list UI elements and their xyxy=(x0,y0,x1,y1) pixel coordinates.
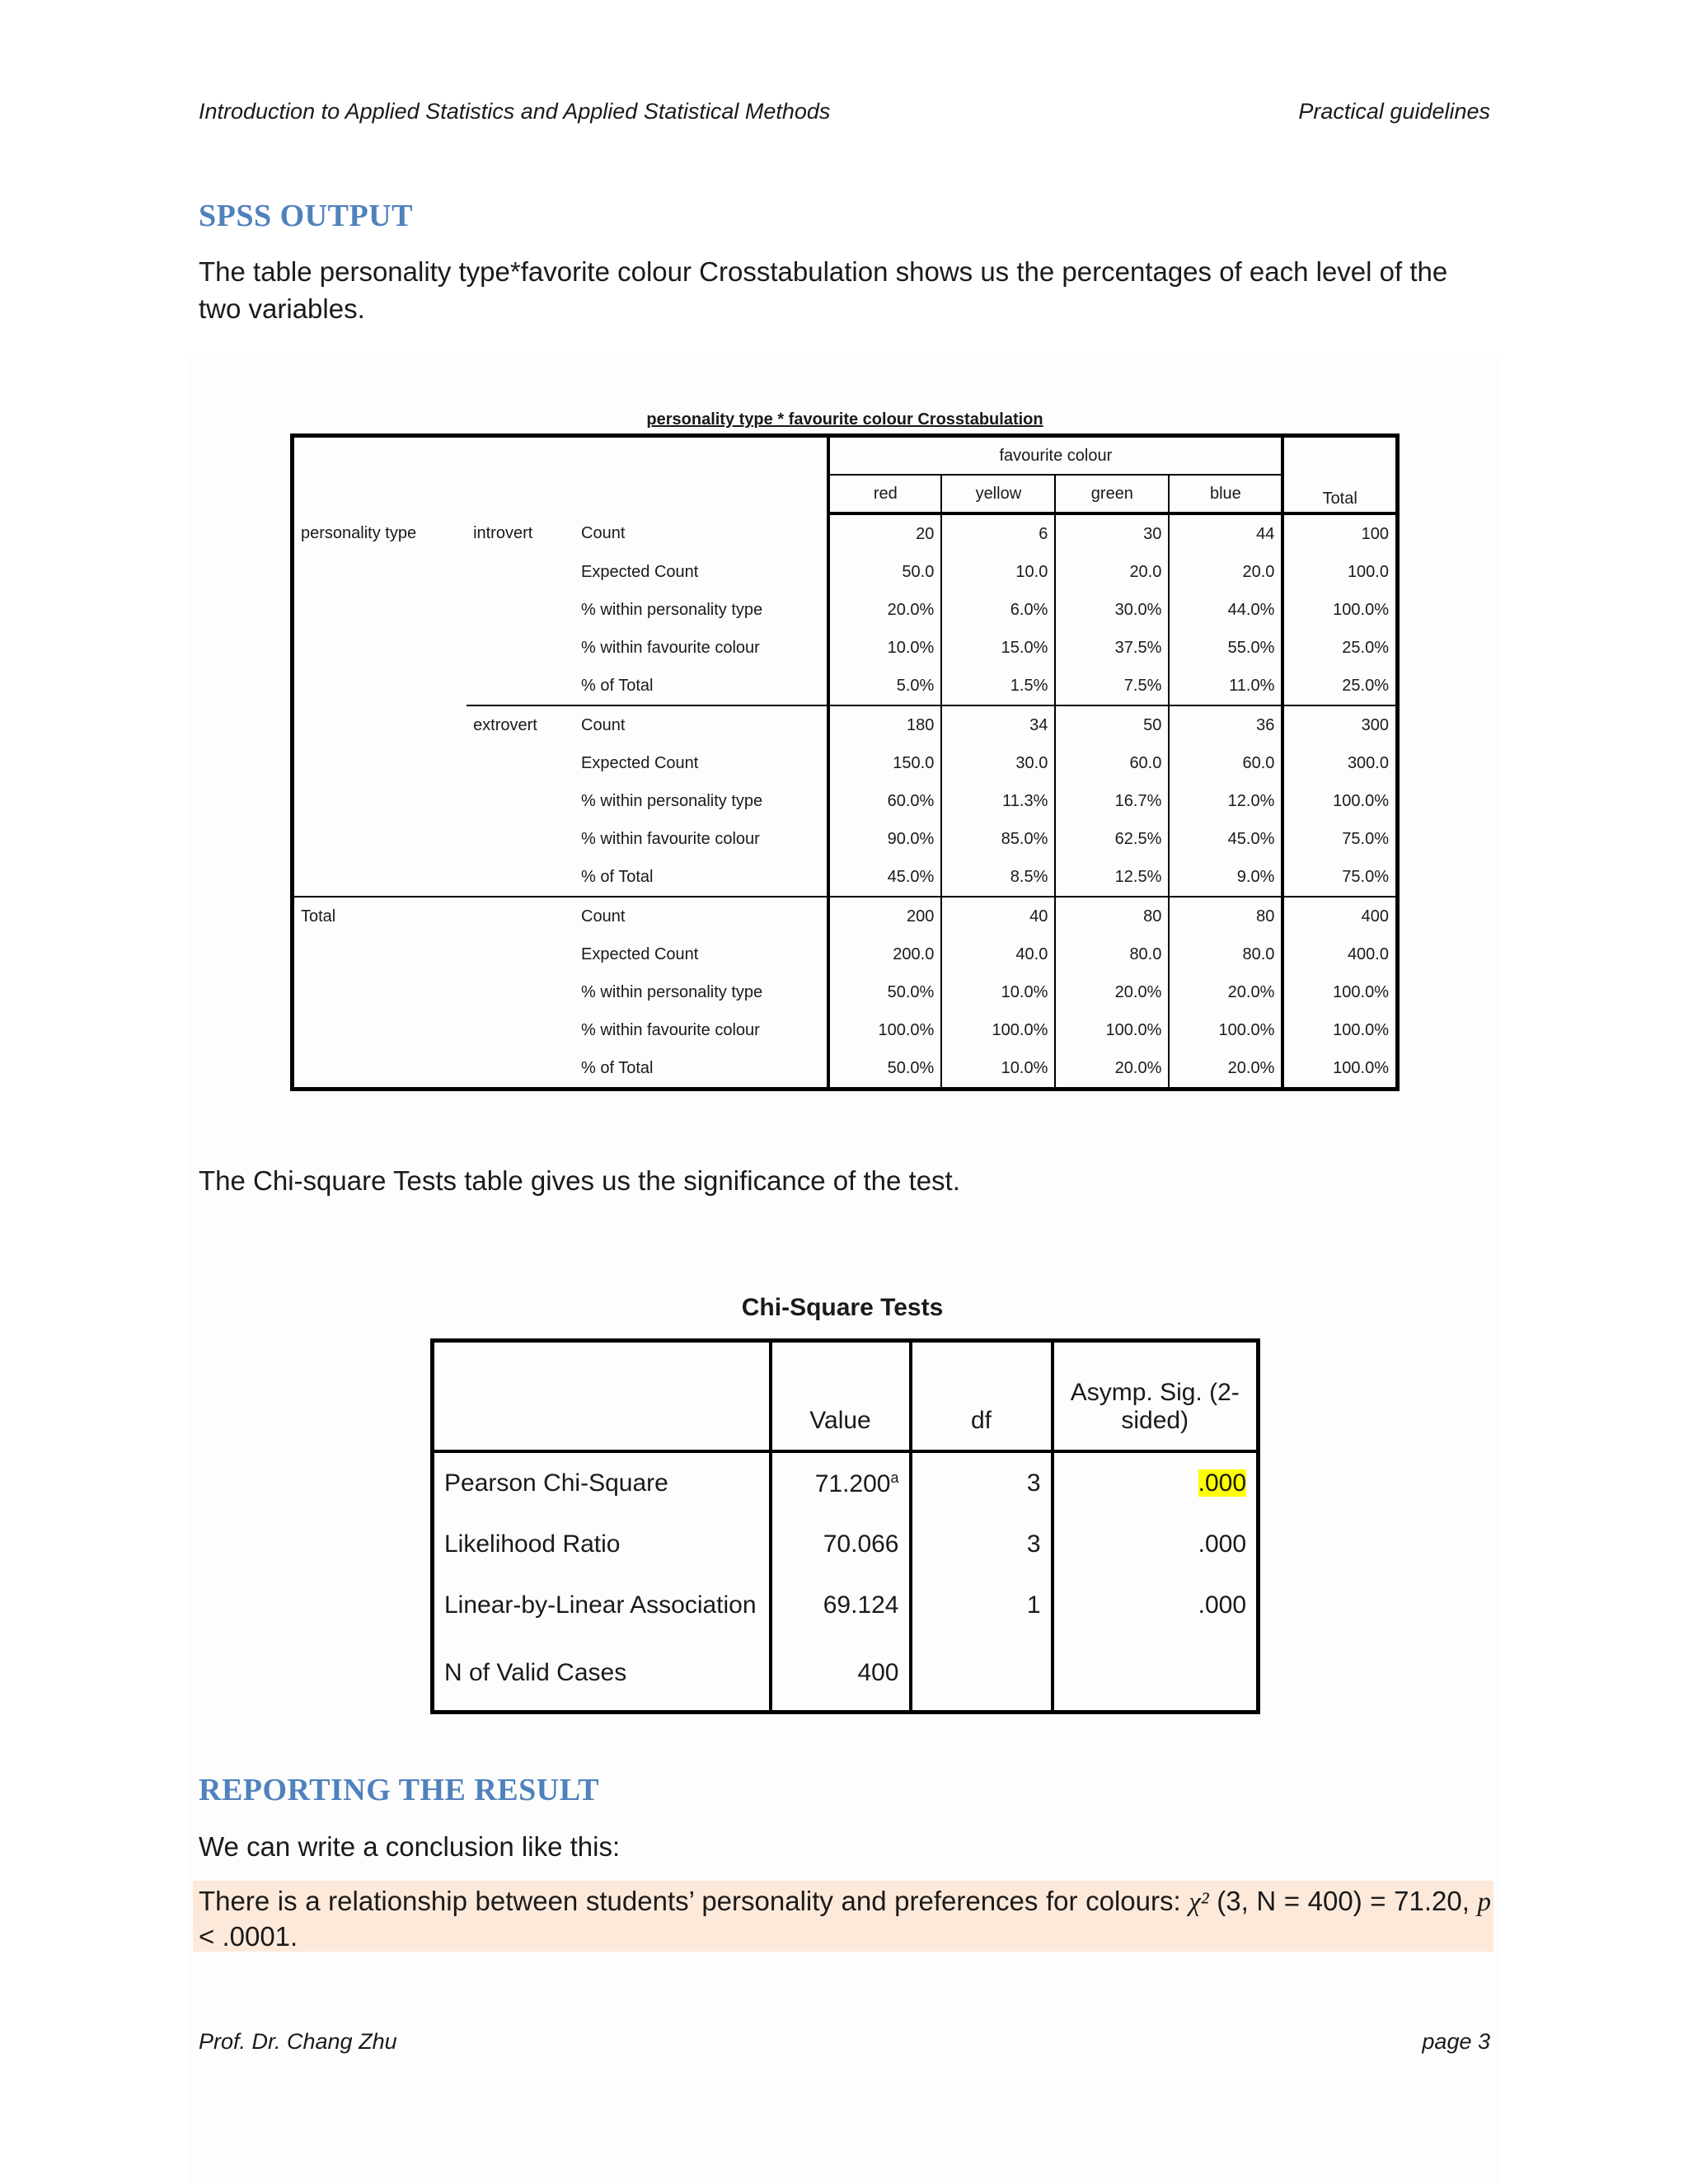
table-row xyxy=(293,667,1398,705)
chi-df-cell: 3 xyxy=(911,1514,1053,1575)
value-cell: 85.0% xyxy=(941,820,1055,858)
value-cell: 40 xyxy=(941,897,1055,935)
chi-header-sig: Asymp. Sig. (2-sided) xyxy=(1053,1341,1259,1452)
stat-label: % of Total xyxy=(581,867,654,886)
empty-cell xyxy=(293,935,467,973)
empty-cell xyxy=(293,782,467,820)
value-cell: 20.0% xyxy=(1169,973,1282,1011)
chi-value-cell xyxy=(771,1451,911,1514)
group-label: extrovert xyxy=(473,715,537,734)
value-cell: 37.5% xyxy=(1055,629,1169,667)
value-cell: 80.0 xyxy=(1055,935,1169,973)
chi-value: 70.066 xyxy=(823,1530,899,1558)
table-row xyxy=(293,629,1398,667)
value-cell: 20.0 xyxy=(1169,553,1282,591)
value-cell: 40.0 xyxy=(941,935,1055,973)
value-cell: 75.0% xyxy=(1282,820,1397,858)
value-cell: 15.0% xyxy=(941,629,1055,667)
table-row xyxy=(433,1636,1259,1713)
stat-label: % within personality type xyxy=(581,791,763,810)
value-cell: 5.0% xyxy=(828,667,941,705)
empty-cell xyxy=(293,744,467,782)
stat-label: % within personality type xyxy=(581,600,763,619)
value-cell: 300.0 xyxy=(1282,744,1397,782)
empty-cell xyxy=(467,553,574,591)
empty-cell xyxy=(467,1011,574,1049)
stat-label: % within personality type xyxy=(581,982,763,1001)
chi-intro-paragraph: The Chi-square Tests table gives us the significance of the test. xyxy=(199,1165,960,1196)
value-cell: 50.0% xyxy=(828,1049,941,1090)
value-cell: 20.0% xyxy=(828,591,941,629)
value-cell: 44 xyxy=(1169,513,1282,553)
value-cell: 10.0 xyxy=(941,553,1055,591)
table-row xyxy=(293,858,1398,897)
group-label: introvert xyxy=(473,523,533,542)
empty-cell xyxy=(293,820,467,858)
value-cell: 75.0% xyxy=(1282,858,1397,897)
stat-label: % within favourite colour xyxy=(581,829,760,848)
stat-label: Expected Count xyxy=(581,753,699,772)
chi-value: 71.200 xyxy=(814,1469,891,1497)
chi-row-label: N of Valid Cases xyxy=(444,1659,627,1686)
table-row xyxy=(293,591,1398,629)
chi-df-cell: 3 xyxy=(911,1451,1053,1514)
chi-header-value: Value xyxy=(771,1341,911,1452)
value-cell: 60.0 xyxy=(1169,744,1282,782)
table-row xyxy=(433,1514,1259,1575)
chi-sig-cell xyxy=(1053,1636,1259,1713)
value-cell: 400.0 xyxy=(1282,935,1397,973)
value-cell: 400 xyxy=(1282,897,1397,935)
table-row xyxy=(433,1575,1259,1636)
value-cell: 100.0% xyxy=(1282,1011,1397,1049)
col-header-red: red xyxy=(828,475,941,513)
value-cell: 50.0% xyxy=(828,973,941,1011)
value-cell: 16.7% xyxy=(1055,782,1169,820)
conclusion-part-b: (3, N = 400) = 71.20, xyxy=(1208,1886,1478,1916)
value-cell: 100.0% xyxy=(1169,1011,1282,1049)
heading-reporting-result: REPORTING THE RESULT xyxy=(199,1773,599,1807)
intro-paragraph: The table personality type*favorite colour Crosstabulation shows us the percentages of each level of the two variables. xyxy=(199,256,1448,324)
value-cell: 90.0% xyxy=(828,820,941,858)
table-row xyxy=(293,1049,1398,1090)
empty-cell xyxy=(293,629,467,667)
empty-cell xyxy=(293,553,467,591)
value-cell: 300 xyxy=(1282,705,1397,744)
empty-cell xyxy=(293,705,467,744)
value-cell: 6 xyxy=(941,513,1055,553)
running-header-title: Introduction to Applied Statistics and Applied Statistical Methods xyxy=(199,99,831,124)
empty-cell xyxy=(467,629,574,667)
value-cell: 10.0% xyxy=(941,1049,1055,1090)
empty-cell xyxy=(293,1049,467,1090)
value-cell: 100.0% xyxy=(1282,973,1397,1011)
value-cell: 44.0% xyxy=(1169,591,1282,629)
chi-df-cell: 1 xyxy=(911,1575,1053,1636)
table-row xyxy=(293,897,1398,935)
value-cell: 25.0% xyxy=(1282,667,1397,705)
heading-spss-output: SPSS OUTPUT xyxy=(199,199,413,233)
value-cell: 12.0% xyxy=(1169,782,1282,820)
empty-cell xyxy=(467,858,574,897)
chi-value-cell xyxy=(771,1575,911,1636)
stat-label: % of Total xyxy=(581,1058,654,1077)
value-cell: 11.0% xyxy=(1169,667,1282,705)
stat-label: Count xyxy=(581,715,626,734)
value-cell: 100.0% xyxy=(1055,1011,1169,1049)
value-cell: 9.0% xyxy=(1169,858,1282,897)
value-cell: 20.0% xyxy=(1055,1049,1169,1090)
value-cell: 80.0 xyxy=(1169,935,1282,973)
value-cell: 30.0% xyxy=(1055,591,1169,629)
value-cell: 62.5% xyxy=(1055,820,1169,858)
conclusion-text xyxy=(199,1884,1491,1954)
chi-df-cell xyxy=(911,1636,1053,1713)
value-cell: 11.3% xyxy=(941,782,1055,820)
highlighted-significance: .000 xyxy=(1198,1469,1246,1497)
chi-sig-cell xyxy=(1053,1575,1259,1636)
chi-sig-cell xyxy=(1053,1514,1259,1575)
value-cell: 200.0 xyxy=(828,935,941,973)
empty-cell xyxy=(467,935,574,973)
chi-square-table xyxy=(430,1338,1260,1714)
value-cell: 6.0% xyxy=(941,591,1055,629)
empty-cell xyxy=(293,858,467,897)
value-cell: 100.0% xyxy=(1282,1049,1397,1090)
chi-value-cell xyxy=(771,1514,911,1575)
value-cell: 150.0 xyxy=(828,744,941,782)
chi-row-label: Pearson Chi-Square xyxy=(444,1469,668,1497)
value-cell: 25.0% xyxy=(1282,629,1397,667)
value-cell: 30 xyxy=(1055,513,1169,553)
stat-label: Count xyxy=(581,523,626,542)
chi-value: 69.124 xyxy=(823,1591,899,1619)
footer-author: Prof. Dr. Chang Zhu xyxy=(199,2029,397,2054)
total-row-label: Total xyxy=(293,897,467,935)
value-cell: 100.0% xyxy=(828,1011,941,1049)
value-cell: 12.5% xyxy=(1055,858,1169,897)
value-cell: 10.0% xyxy=(941,973,1055,1011)
value-cell: 80 xyxy=(1169,897,1282,935)
chi-sig-cell xyxy=(1053,1451,1259,1514)
value-cell: 100.0% xyxy=(941,1011,1055,1049)
value-cell: 80 xyxy=(1055,897,1169,935)
empty-cell xyxy=(293,667,467,705)
chi-header-df: df xyxy=(911,1341,1053,1452)
empty-cell xyxy=(293,973,467,1011)
conclusion-part-a: There is a relationship between students’ personality and preferences for colours: xyxy=(199,1886,1189,1916)
p-symbol: p xyxy=(1477,1887,1491,1917)
col-header-yellow: yellow xyxy=(941,475,1055,513)
table-row xyxy=(293,935,1398,973)
empty-cell xyxy=(293,591,467,629)
table-row xyxy=(433,1451,1259,1514)
value-cell: 20 xyxy=(828,513,941,553)
stat-label: Expected Count xyxy=(581,562,699,581)
table-row xyxy=(293,973,1398,1011)
value-cell: 45.0% xyxy=(828,858,941,897)
stat-label: % within favourite colour xyxy=(581,638,760,657)
table-row xyxy=(293,1011,1398,1049)
empty-cell xyxy=(293,1011,467,1049)
row-variable-label: personality type xyxy=(301,523,417,542)
value-cell: 45.0% xyxy=(1169,820,1282,858)
empty-cell xyxy=(467,1049,574,1090)
crosstab-table xyxy=(290,434,1400,1091)
value-cell: 1.5% xyxy=(941,667,1055,705)
empty-cell xyxy=(467,744,574,782)
chi-value: 400 xyxy=(857,1659,899,1686)
empty-cell xyxy=(467,782,574,820)
reporting-intro: We can write a conclusion like this: xyxy=(199,1831,621,1862)
table-row xyxy=(293,744,1398,782)
chi-row-label: Linear-by-Linear Association xyxy=(444,1591,757,1619)
value-cell: 20.0% xyxy=(1169,1049,1282,1090)
value-cell: 30.0 xyxy=(941,744,1055,782)
value-cell: 34 xyxy=(941,705,1055,744)
table-row xyxy=(293,553,1398,591)
value-cell: 20.0 xyxy=(1055,553,1169,591)
chi-header-blank xyxy=(433,1341,771,1452)
value-cell: 8.5% xyxy=(941,858,1055,897)
crosstab-corner xyxy=(293,436,829,514)
chi-value-cell xyxy=(771,1636,911,1713)
empty-cell xyxy=(467,973,574,1011)
empty-cell xyxy=(467,667,574,705)
table-row xyxy=(293,705,1398,744)
chi-sig: .000 xyxy=(1198,1591,1246,1619)
value-cell: 100.0% xyxy=(1282,782,1397,820)
crosstab-title: personality type * favourite colour Crosstabulation xyxy=(646,410,1043,429)
empty-cell xyxy=(467,820,574,858)
stat-label: % of Total xyxy=(574,667,828,705)
chi-symbol: χ² xyxy=(1189,1887,1209,1917)
stat-label: % within favourite colour xyxy=(581,1020,760,1039)
value-cell: 60.0% xyxy=(828,782,941,820)
value-cell: 50.0 xyxy=(828,553,941,591)
col-header-green: green xyxy=(1055,475,1169,513)
value-cell: 7.5% xyxy=(1055,667,1169,705)
stat-label: Expected Count xyxy=(581,944,699,963)
chi-sig: .000 xyxy=(1198,1530,1246,1558)
footnote-marker: a xyxy=(890,1469,899,1486)
value-cell: 55.0% xyxy=(1169,629,1282,667)
value-cell: 20.0% xyxy=(1055,973,1169,1011)
value-cell: 60.0 xyxy=(1055,744,1169,782)
table-row xyxy=(293,513,1398,553)
stat-label: Count xyxy=(574,897,828,935)
running-header-section: Practical guidelines xyxy=(1298,99,1490,124)
col-header-total: Total xyxy=(1282,436,1397,514)
col-group-header: favourite colour xyxy=(828,436,1282,476)
value-cell: 100.0% xyxy=(1282,591,1397,629)
value-cell: 36 xyxy=(1169,705,1282,744)
value-cell: 180 xyxy=(828,705,941,744)
table-row xyxy=(293,782,1398,820)
footer-page-number: page 3 xyxy=(1422,2029,1490,2054)
value-cell: 50 xyxy=(1055,705,1169,744)
conclusion-part-c: < .0001. xyxy=(199,1921,298,1952)
col-header-blue: blue xyxy=(1169,475,1282,513)
value-cell: 10.0% xyxy=(828,629,941,667)
chi-row-label: Likelihood Ratio xyxy=(444,1530,621,1558)
empty-cell xyxy=(467,591,574,629)
value-cell: 100.0 xyxy=(1282,553,1397,591)
empty-cell xyxy=(467,897,574,935)
value-cell: 100 xyxy=(1282,513,1397,553)
table-row xyxy=(293,820,1398,858)
chi-table-title: Chi-Square Tests xyxy=(741,1294,944,1321)
value-cell: 200 xyxy=(828,897,941,935)
